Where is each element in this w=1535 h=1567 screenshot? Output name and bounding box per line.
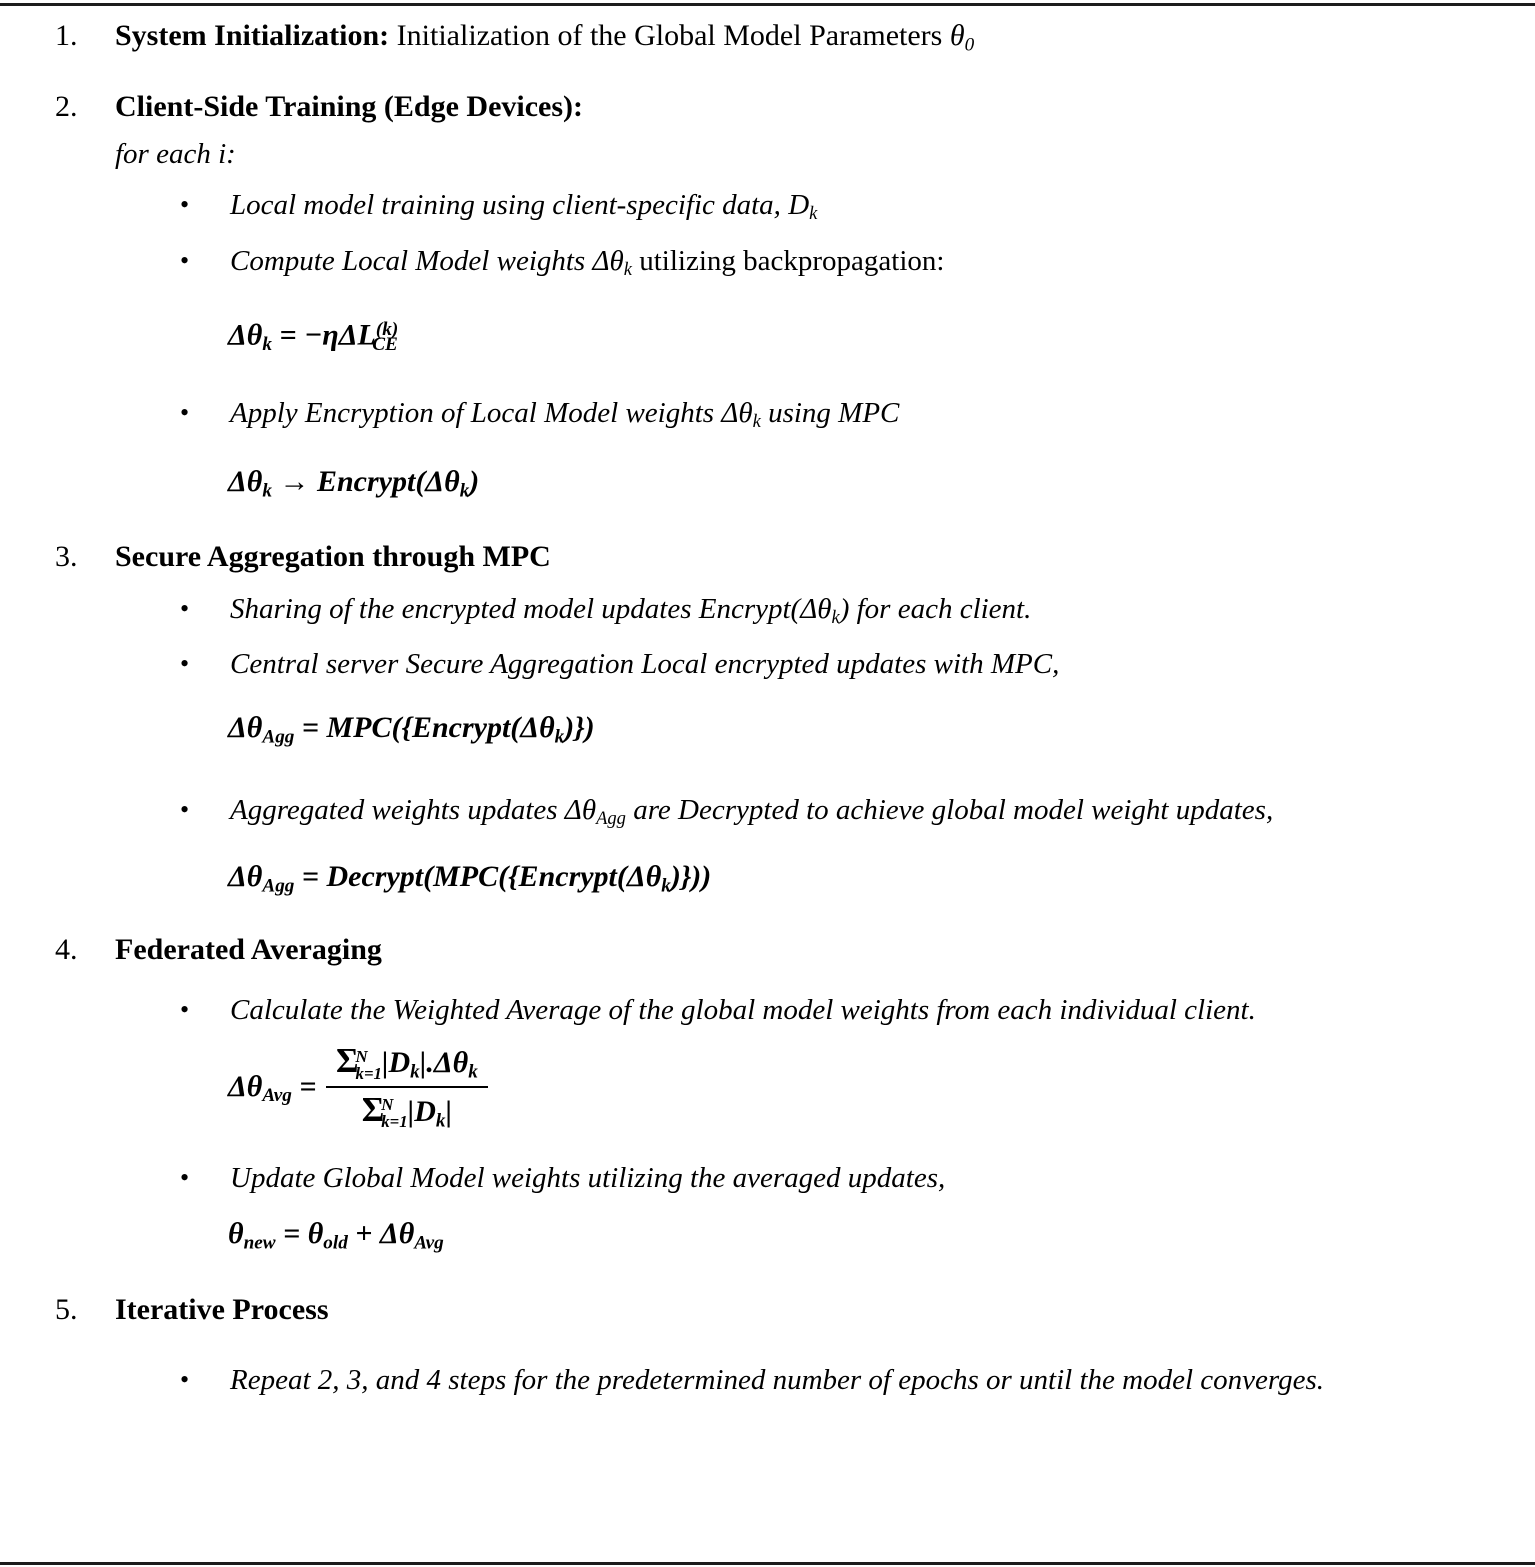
- step-2-bullet-1-text: Local model training using client-specific data,: [230, 189, 789, 222]
- numerator-sum-limits: [355, 1046, 382, 1083]
- formula-2-lhs-sub: k: [262, 480, 272, 502]
- formula-1-rhs-sup: (k): [375, 318, 399, 340]
- delta-theta-symbol: Δθ: [592, 244, 624, 277]
- step-2-bullet-1: [0, 183, 1535, 236]
- step-3-heading: [115, 535, 1535, 579]
- formula-4-rhs: Decrypt(MPC({Encrypt(Δθ: [326, 860, 662, 894]
- denominator-body: |D: [407, 1094, 436, 1128]
- denominator-sum-lower: k=1: [381, 1111, 408, 1131]
- step-2-bullet-3: [0, 391, 1535, 444]
- fraction-denominator: [326, 1088, 488, 1132]
- denominator-sum-limits: [381, 1097, 407, 1131]
- formula-5-lhs-sub: Avg: [262, 1085, 292, 1107]
- formula-weighted-average: [0, 1044, 1535, 1134]
- formula-6-lhs: θ: [228, 1217, 244, 1251]
- delta-theta-subscript: k: [752, 410, 761, 432]
- numerator-sub-2: k: [468, 1061, 478, 1083]
- step-1-heading: [115, 14, 1535, 67]
- fraction-numerator: [326, 1042, 488, 1087]
- step-3-bullet-1-suffix: ) for each client.: [839, 593, 1032, 626]
- step-3-bullet-2-text: Central server Secure Aggregation Local encrypted updates with MPC,: [230, 648, 1060, 681]
- step-2-bullet-3-suffix: using MPC: [760, 396, 900, 429]
- formula-2-lhs: Δθ: [228, 464, 263, 498]
- step-2-number: 2.: [55, 90, 78, 124]
- formula-decrypt-aggregate: [0, 853, 1535, 910]
- formula-6-rhs1: θ: [307, 1217, 324, 1251]
- formula-3-equals: =: [294, 711, 327, 745]
- step-2: [0, 85, 1535, 129]
- step-3-bullet-1-text: Sharing of the encrypted model updates Encrypt(Δθ: [230, 593, 832, 626]
- step-3-bullet-3: [0, 788, 1535, 841]
- formula-6-plus: +: [347, 1217, 380, 1251]
- denominator-body-2: |: [445, 1094, 453, 1128]
- step-4-bullet-1: • Calculate the Weighted Average of the global model weights from each individual client.: [0, 988, 1535, 1032]
- formula-3-rhs-sub: k: [554, 726, 565, 748]
- formula-4-rhs-sub: k: [661, 875, 671, 897]
- formula-1-equals: =: [271, 318, 305, 352]
- formula-2-rhs-fn: Encrypt(Δθ: [316, 464, 460, 498]
- formula-4-rhs-close: )})): [670, 860, 712, 894]
- step-5-heading: [115, 1288, 1535, 1332]
- formula-5-lhs: Δθ: [228, 1070, 263, 1104]
- delta-theta-subscript: k: [623, 258, 632, 280]
- numerator-sub: k: [410, 1061, 420, 1083]
- step-2-bullet-2-text: Compute Local Model weights: [230, 244, 593, 277]
- formula-4-lhs-sub: Agg: [262, 875, 295, 897]
- formula-5-equals: =: [291, 1070, 324, 1104]
- formula-1-lhs: Δθ: [228, 318, 263, 352]
- delta-theta-symbol: Δθ: [721, 396, 753, 429]
- step-2-title: Client-Side Training (Edge Devices):: [115, 90, 584, 124]
- step-2-bullet-2-suffix: utilizing backpropagation:: [631, 244, 945, 277]
- formula-mpc-aggregate: [0, 704, 1535, 761]
- weighted-average-fraction: [326, 1042, 488, 1132]
- step-3-bullet-3-sub: Agg: [596, 808, 626, 830]
- step-3-bullet-1: [0, 587, 1535, 640]
- formula-encrypt-mapping: [0, 458, 1535, 515]
- numerator-body: |D: [381, 1046, 411, 1080]
- formula-4-lhs: Δθ: [228, 860, 263, 894]
- formula-6-rhs1-sub: old: [323, 1232, 348, 1254]
- data-symbol: D: [788, 189, 810, 222]
- step-1: [0, 14, 1535, 67]
- formula-local-gradient: [0, 306, 1535, 369]
- step-1-title-colon: :: [379, 19, 390, 52]
- formula-4-equals: =: [294, 860, 327, 894]
- formula-1-rhs: −ηΔL: [304, 318, 376, 352]
- step-1-title-text: System Initialization: [115, 19, 380, 52]
- step-3-number: 3.: [55, 540, 78, 574]
- denominator-sub: k: [435, 1110, 446, 1132]
- step-1-number: 1.: [55, 19, 78, 52]
- summation-icon: Σ: [335, 1042, 359, 1081]
- step-4: [0, 928, 1535, 972]
- numerator-sum-lower: k=1: [355, 1063, 382, 1083]
- step-5: [0, 1288, 1535, 1332]
- denominator-sum-upper: N: [381, 1095, 394, 1115]
- theta-symbol: θ: [949, 19, 965, 52]
- numerator-sum-upper: N: [355, 1046, 368, 1066]
- formula-1-lhs-sub: k: [262, 333, 272, 355]
- numerator-body-2: |.Δθ: [419, 1046, 469, 1080]
- step-1-description: [389, 19, 975, 56]
- formula-1-rhs-sub: CE: [372, 333, 398, 355]
- data-subscript: k: [809, 203, 818, 225]
- step-2-for-each-line: for each i:: [115, 138, 236, 171]
- step-3-title: Secure Aggregation through MPC: [115, 540, 551, 574]
- step-4-number: 4.: [55, 933, 78, 967]
- formula-6-lhs-sub: new: [243, 1232, 276, 1254]
- formula-6-equals: =: [275, 1217, 308, 1251]
- formula-global-update: [0, 1210, 1535, 1267]
- summation-icon: Σ: [361, 1090, 385, 1129]
- step-4-title: Federated Averaging: [115, 933, 382, 967]
- formula-3-lhs-sub: Agg: [262, 726, 295, 748]
- step-3-bullet-1-sub: k: [831, 607, 840, 629]
- step-2-heading: [115, 85, 1535, 129]
- formula-3-rhs-close: )}): [564, 711, 595, 745]
- step-3: [0, 535, 1535, 579]
- step-1-description-text: Initialization of the Global Model Parameters: [389, 19, 950, 52]
- step-3-bullet-3-text: Aggregated weights updates Δθ: [230, 793, 597, 826]
- step-5-title: Iterative Process: [115, 1292, 329, 1326]
- formula-3-rhs: MPC({Encrypt(Δθ: [326, 711, 555, 745]
- step-3-bullet-3-suffix: are Decrypted to achieve global model weight updates,: [625, 793, 1274, 826]
- bottom-horizontal-rule: [0, 1562, 1535, 1565]
- step-1-title: [115, 19, 389, 52]
- formula-3-lhs: Δθ: [228, 711, 263, 745]
- formula-6-rhs2-sub: Avg: [414, 1232, 444, 1254]
- step-5-bullet-1: • Repeat 2, 3, and 4 steps for the predetermined number of epochs or until the model converges.: [0, 1358, 1535, 1402]
- formula-6-rhs2: Δθ: [379, 1217, 415, 1251]
- top-horizontal-rule: [0, 3, 1535, 6]
- step-2-bullet-2: [0, 239, 1535, 292]
- step-5-number: 5.: [55, 1292, 78, 1326]
- formula-2-rhs-sub: k: [459, 480, 470, 502]
- step-2-bullet-3-text: Apply Encryption of Local Model weights: [230, 396, 722, 429]
- formula-2-arrow: →: [271, 464, 317, 498]
- step-4-heading: [115, 928, 1535, 972]
- step-3-bullet-2: [0, 642, 1535, 686]
- step-4-bullet-2: • Update Global Model weights utilizing the averaged updates,: [0, 1156, 1535, 1200]
- formula-2-rhs-close: ): [469, 464, 480, 498]
- document-content: [0, 14, 1535, 1402]
- theta-subscript: 0: [964, 34, 975, 56]
